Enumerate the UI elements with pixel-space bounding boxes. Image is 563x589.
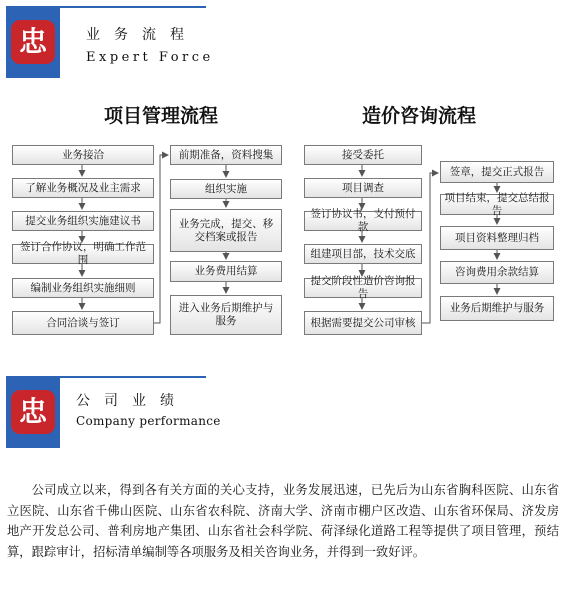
header-subtitle: Company performance xyxy=(76,414,221,428)
pm-step-6: 合同洽谈与签订 xyxy=(12,311,154,335)
header-title: 业务流程 xyxy=(86,27,198,43)
logo-panel xyxy=(6,376,60,448)
cc-step-1: 接受委托 xyxy=(304,145,422,165)
pm-step-7: 前期准备，资料搜集 xyxy=(170,145,282,165)
cc-step-7: 签章，提交正式报告 xyxy=(440,161,554,183)
cc-step-3: 签订协议书，支付预付款 xyxy=(304,211,422,231)
seal-logo-icon: 忠 xyxy=(11,390,55,434)
section-header-expert-force xyxy=(6,6,216,78)
header-title: 公司业绩 xyxy=(76,393,188,409)
project-management-title: 项目管理流程 xyxy=(104,105,219,127)
cc-step-11: 业务后期维护与服务 xyxy=(440,296,554,321)
pm-step-2: 了解业务概况及业主需求 xyxy=(12,178,154,198)
cc-step-10: 咨询费用余款结算 xyxy=(440,261,554,284)
pm-step-10: 业务费用结算 xyxy=(170,261,282,282)
pm-step-1: 业务接洽 xyxy=(12,145,154,165)
cc-step-2: 项目调查 xyxy=(304,178,422,198)
pm-step-4: 签订合作协议，明确工作范围 xyxy=(12,244,154,264)
cc-step-4: 组建项目部，技术交底 xyxy=(304,244,422,264)
pm-step-9: 业务完成，提交、移交档案或报告 xyxy=(170,209,282,252)
cc-step-6: 根据需要提交公司审核 xyxy=(304,311,422,335)
seal-logo-icon: 忠 xyxy=(11,20,55,64)
cc-step-5: 提交阶段性造价咨询报告 xyxy=(304,278,422,298)
pm-step-3: 提交业务组织实施建议书 xyxy=(12,211,154,231)
cc-step-8: 项目结束，提交总结报告 xyxy=(440,194,554,215)
cc-step-9: 项目资料整理归档 xyxy=(440,226,554,250)
pm-step-5: 编制业务组织实施细则 xyxy=(12,278,154,298)
logo-panel xyxy=(6,6,60,78)
pm-step-11: 进入业务后期维护与服务 xyxy=(170,295,282,335)
company-performance-paragraph: 公司成立以来，得到各有关方面的关心支持，业务发展迅速，已先后为山东省胸科医院、山东省立医院、山东省千佛山医院、山东省农科院、济南大学、济南市棚户区改造、山东省环保局、济发房地产开发总公司、普利房地产集团、山东省社会科学院、荷泽绿化道路工程等提供了项目管理，预结算，跟踪审计，招标清单编制等各项服务及相关咨询业务，并得到一致好评。 xyxy=(7,483,559,559)
pm-step-8: 组织实施 xyxy=(170,179,282,199)
header-subtitle: Expert Force xyxy=(86,50,214,65)
section-header-company-performance xyxy=(6,376,221,448)
cost-consulting-title: 造价咨询流程 xyxy=(362,105,477,127)
